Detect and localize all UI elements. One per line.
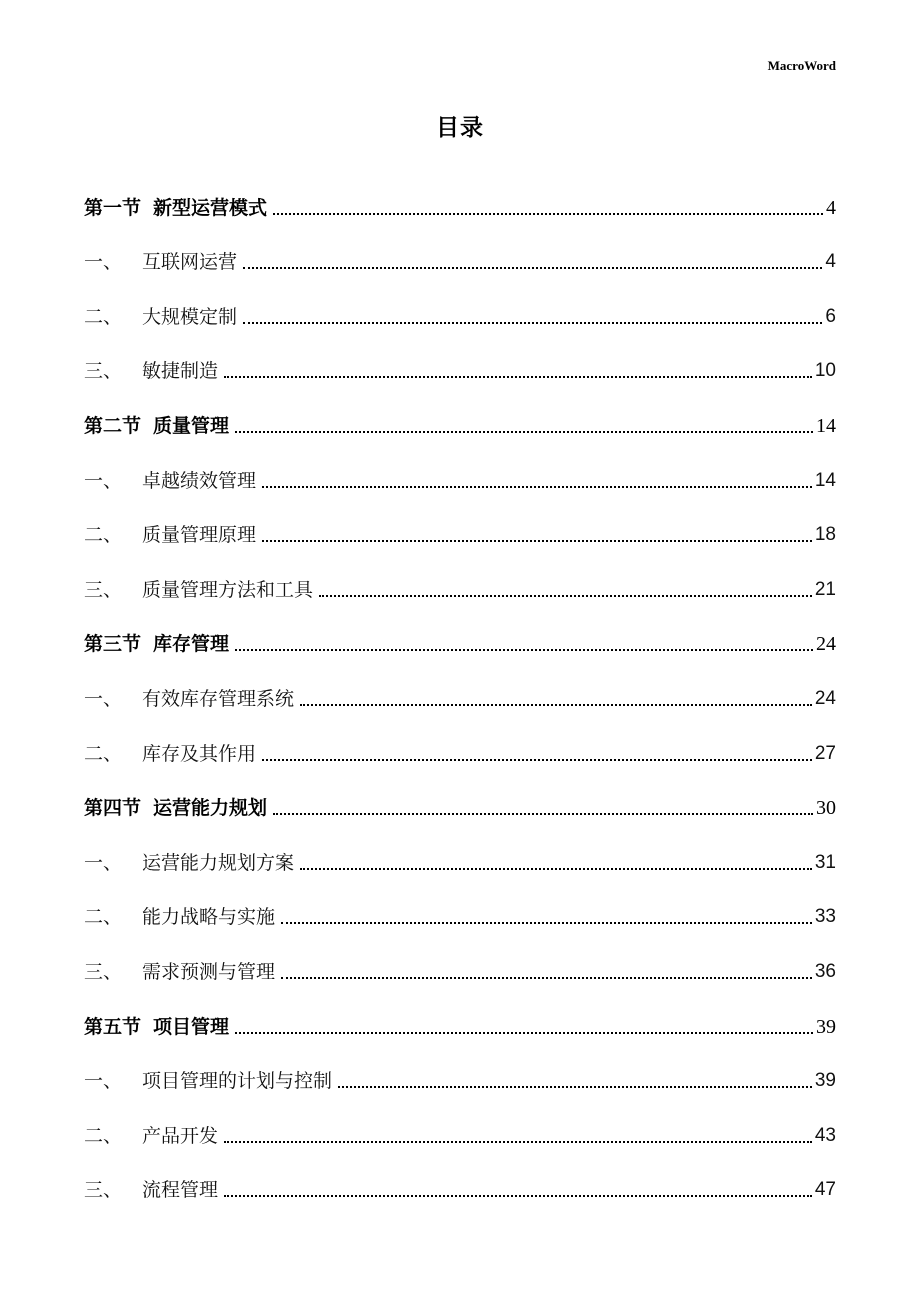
toc-entry[interactable]: [84, 932, 836, 987]
dot-leader: [262, 486, 812, 488]
toc-entry[interactable]: [84, 987, 836, 1042]
toc-entry-page: 31: [814, 851, 836, 873]
toc-entry-label: 质量管理原理: [142, 524, 257, 547]
dot-leader: [235, 649, 813, 651]
toc-entry-page: 27: [814, 742, 836, 764]
toc-entry-page: 18: [814, 524, 836, 546]
dot-leader: [262, 540, 812, 542]
toc-entry[interactable]: [84, 769, 836, 824]
dot-leader: [300, 868, 812, 870]
dot-leader: [243, 322, 822, 324]
toc-entry-page: 24: [816, 633, 836, 656]
toc-entry-page: 4: [826, 196, 836, 219]
toc-entry-number: 第一节: [84, 196, 142, 219]
toc-entry-page: 33: [814, 906, 836, 928]
toc-entry[interactable]: [84, 168, 836, 223]
toc-entry[interactable]: [84, 823, 836, 878]
toc-entry-number: 第四节: [84, 797, 142, 820]
dot-leader: [224, 1195, 812, 1197]
dot-leader: [224, 1141, 812, 1143]
toc-entry-number: 二、: [84, 1124, 123, 1147]
toc-entry-page: 4: [825, 251, 836, 273]
toc-entry-label: 大规模定制: [142, 305, 238, 328]
toc-entry-page: 30: [816, 797, 836, 820]
toc-entry-number: 二、: [84, 305, 123, 328]
dot-leader: [319, 595, 812, 597]
toc-entry[interactable]: [84, 1096, 836, 1151]
toc-entry[interactable]: [84, 605, 836, 660]
toc-entry-number: 二、: [84, 524, 123, 547]
toc-entry-label: 流程管理: [142, 1179, 219, 1202]
toc-entry-label: 质量管理方法和工具: [142, 578, 314, 601]
toc-entry-label: 需求预测与管理: [142, 960, 276, 983]
toc-entry-number: 一、: [84, 469, 123, 492]
toc-title: 目录: [436, 115, 484, 141]
toc-entry[interactable]: [84, 223, 836, 278]
toc-entry-label: 卓越绩效管理: [142, 469, 257, 492]
dot-leader: [273, 213, 823, 215]
toc-entry[interactable]: [84, 386, 836, 441]
toc-entry-page: 10: [814, 360, 836, 382]
toc-entry-label: 项目管理: [153, 1015, 230, 1038]
toc-entry[interactable]: [84, 714, 836, 769]
toc-entry[interactable]: [84, 332, 836, 387]
toc-entry-page: 36: [814, 960, 836, 982]
toc-entry-label: 产品开发: [142, 1124, 219, 1147]
dot-leader: [262, 759, 812, 761]
toc-entry-number: 第五节: [84, 1015, 142, 1038]
toc-entry-page: 14: [814, 469, 836, 491]
dot-leader: [281, 922, 812, 924]
dot-leader: [300, 704, 812, 706]
toc-entry-page: 39: [816, 1015, 836, 1038]
toc-entry-label: 库存管理: [153, 633, 230, 656]
toc-entry-label: 库存及其作用: [142, 742, 257, 765]
toc-entry-number: 三、: [84, 960, 123, 983]
toc-entry-page: 43: [814, 1124, 836, 1146]
dot-leader: [235, 431, 813, 433]
toc-entry-page: 14: [816, 414, 836, 437]
toc-entry-number: 三、: [84, 360, 123, 383]
toc-entry-number: 第二节: [84, 414, 142, 437]
toc-entry-label: 互联网运营: [142, 251, 238, 274]
toc-entry-number: 二、: [84, 742, 123, 765]
toc-entry-label: 能力战略与实施: [142, 906, 276, 929]
dot-leader: [281, 977, 812, 979]
toc-entry-page: 21: [814, 578, 836, 600]
toc-entry-label: 运营能力规划: [153, 797, 268, 820]
dot-leader: [273, 813, 813, 815]
toc-entry-number: 一、: [84, 687, 123, 710]
toc-entry-number: 一、: [84, 851, 123, 874]
toc-entry-number: 三、: [84, 578, 123, 601]
table-of-contents: [84, 168, 836, 1205]
toc-entry[interactable]: [84, 659, 836, 714]
toc-entry-label: 有效库存管理系统: [142, 687, 295, 710]
dot-leader: [243, 267, 822, 269]
toc-entry[interactable]: [84, 496, 836, 551]
toc-entry-number: 一、: [84, 251, 123, 274]
toc-entry[interactable]: [84, 1151, 836, 1206]
dot-leader: [235, 1032, 813, 1034]
toc-entry[interactable]: [84, 550, 836, 605]
toc-entry-page: 47: [814, 1179, 836, 1201]
toc-entry-number: 第三节: [84, 633, 142, 656]
toc-entry-page: 6: [825, 305, 836, 327]
toc-entry[interactable]: [84, 441, 836, 496]
toc-entry-label: 项目管理的计划与控制: [142, 1070, 333, 1093]
toc-entry-page: 24: [814, 687, 836, 709]
toc-entry[interactable]: [84, 878, 836, 933]
toc-entry-label: 运营能力规划方案: [142, 851, 295, 874]
toc-entry-number: 二、: [84, 906, 123, 929]
toc-entry-number: 一、: [84, 1070, 123, 1093]
toc-entry[interactable]: [84, 1042, 836, 1097]
toc-entry-label: 新型运营模式: [153, 196, 268, 219]
toc-entry-page: 39: [814, 1070, 836, 1092]
toc-entry-number: 三、: [84, 1179, 123, 1202]
toc-entry[interactable]: [84, 277, 836, 332]
dot-leader: [224, 376, 812, 378]
toc-entry-label: 敏捷制造: [142, 360, 219, 383]
header-brand: MacroWord: [767, 58, 836, 73]
toc-entry-label: 质量管理: [153, 414, 230, 437]
dot-leader: [338, 1086, 812, 1088]
